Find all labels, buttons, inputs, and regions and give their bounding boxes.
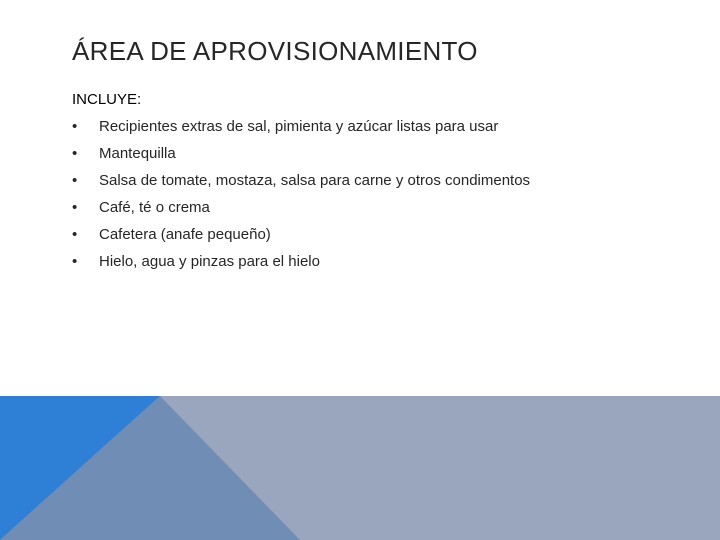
bullet-item bbox=[72, 198, 702, 225]
bullet-icon: • bbox=[72, 118, 78, 135]
bullet-item bbox=[72, 117, 702, 144]
bullet-text: Salsa de tomate, mostaza, salsa para carne y otros condimentos bbox=[99, 172, 531, 189]
bullet-text: Cafetera (anafe pequeño) bbox=[99, 226, 271, 243]
bullet-list bbox=[72, 117, 702, 279]
bullet-text: Café, té o crema bbox=[99, 199, 210, 216]
slide-title: ÁREA DE APROVISIONAMIENTO bbox=[72, 36, 478, 66]
bullet-item bbox=[72, 171, 702, 198]
bullet-icon: • bbox=[72, 172, 78, 189]
bullet-icon: • bbox=[72, 145, 78, 162]
slide-subtitle: INCLUYE: bbox=[72, 91, 142, 108]
bullet-item bbox=[72, 225, 702, 252]
bullet-text: Recipientes extras de sal, pimienta y azúcar listas para usar bbox=[99, 118, 499, 135]
decorative-band bbox=[0, 396, 720, 540]
bullet-item bbox=[72, 144, 702, 171]
bullet-item bbox=[72, 252, 702, 279]
bullet-icon: • bbox=[72, 199, 78, 216]
bullet-icon: • bbox=[72, 253, 78, 270]
bullet-text: Hielo, agua y pinzas para el hielo bbox=[99, 253, 320, 270]
bullet-text: Mantequilla bbox=[99, 145, 176, 162]
bullet-icon: • bbox=[72, 226, 78, 243]
